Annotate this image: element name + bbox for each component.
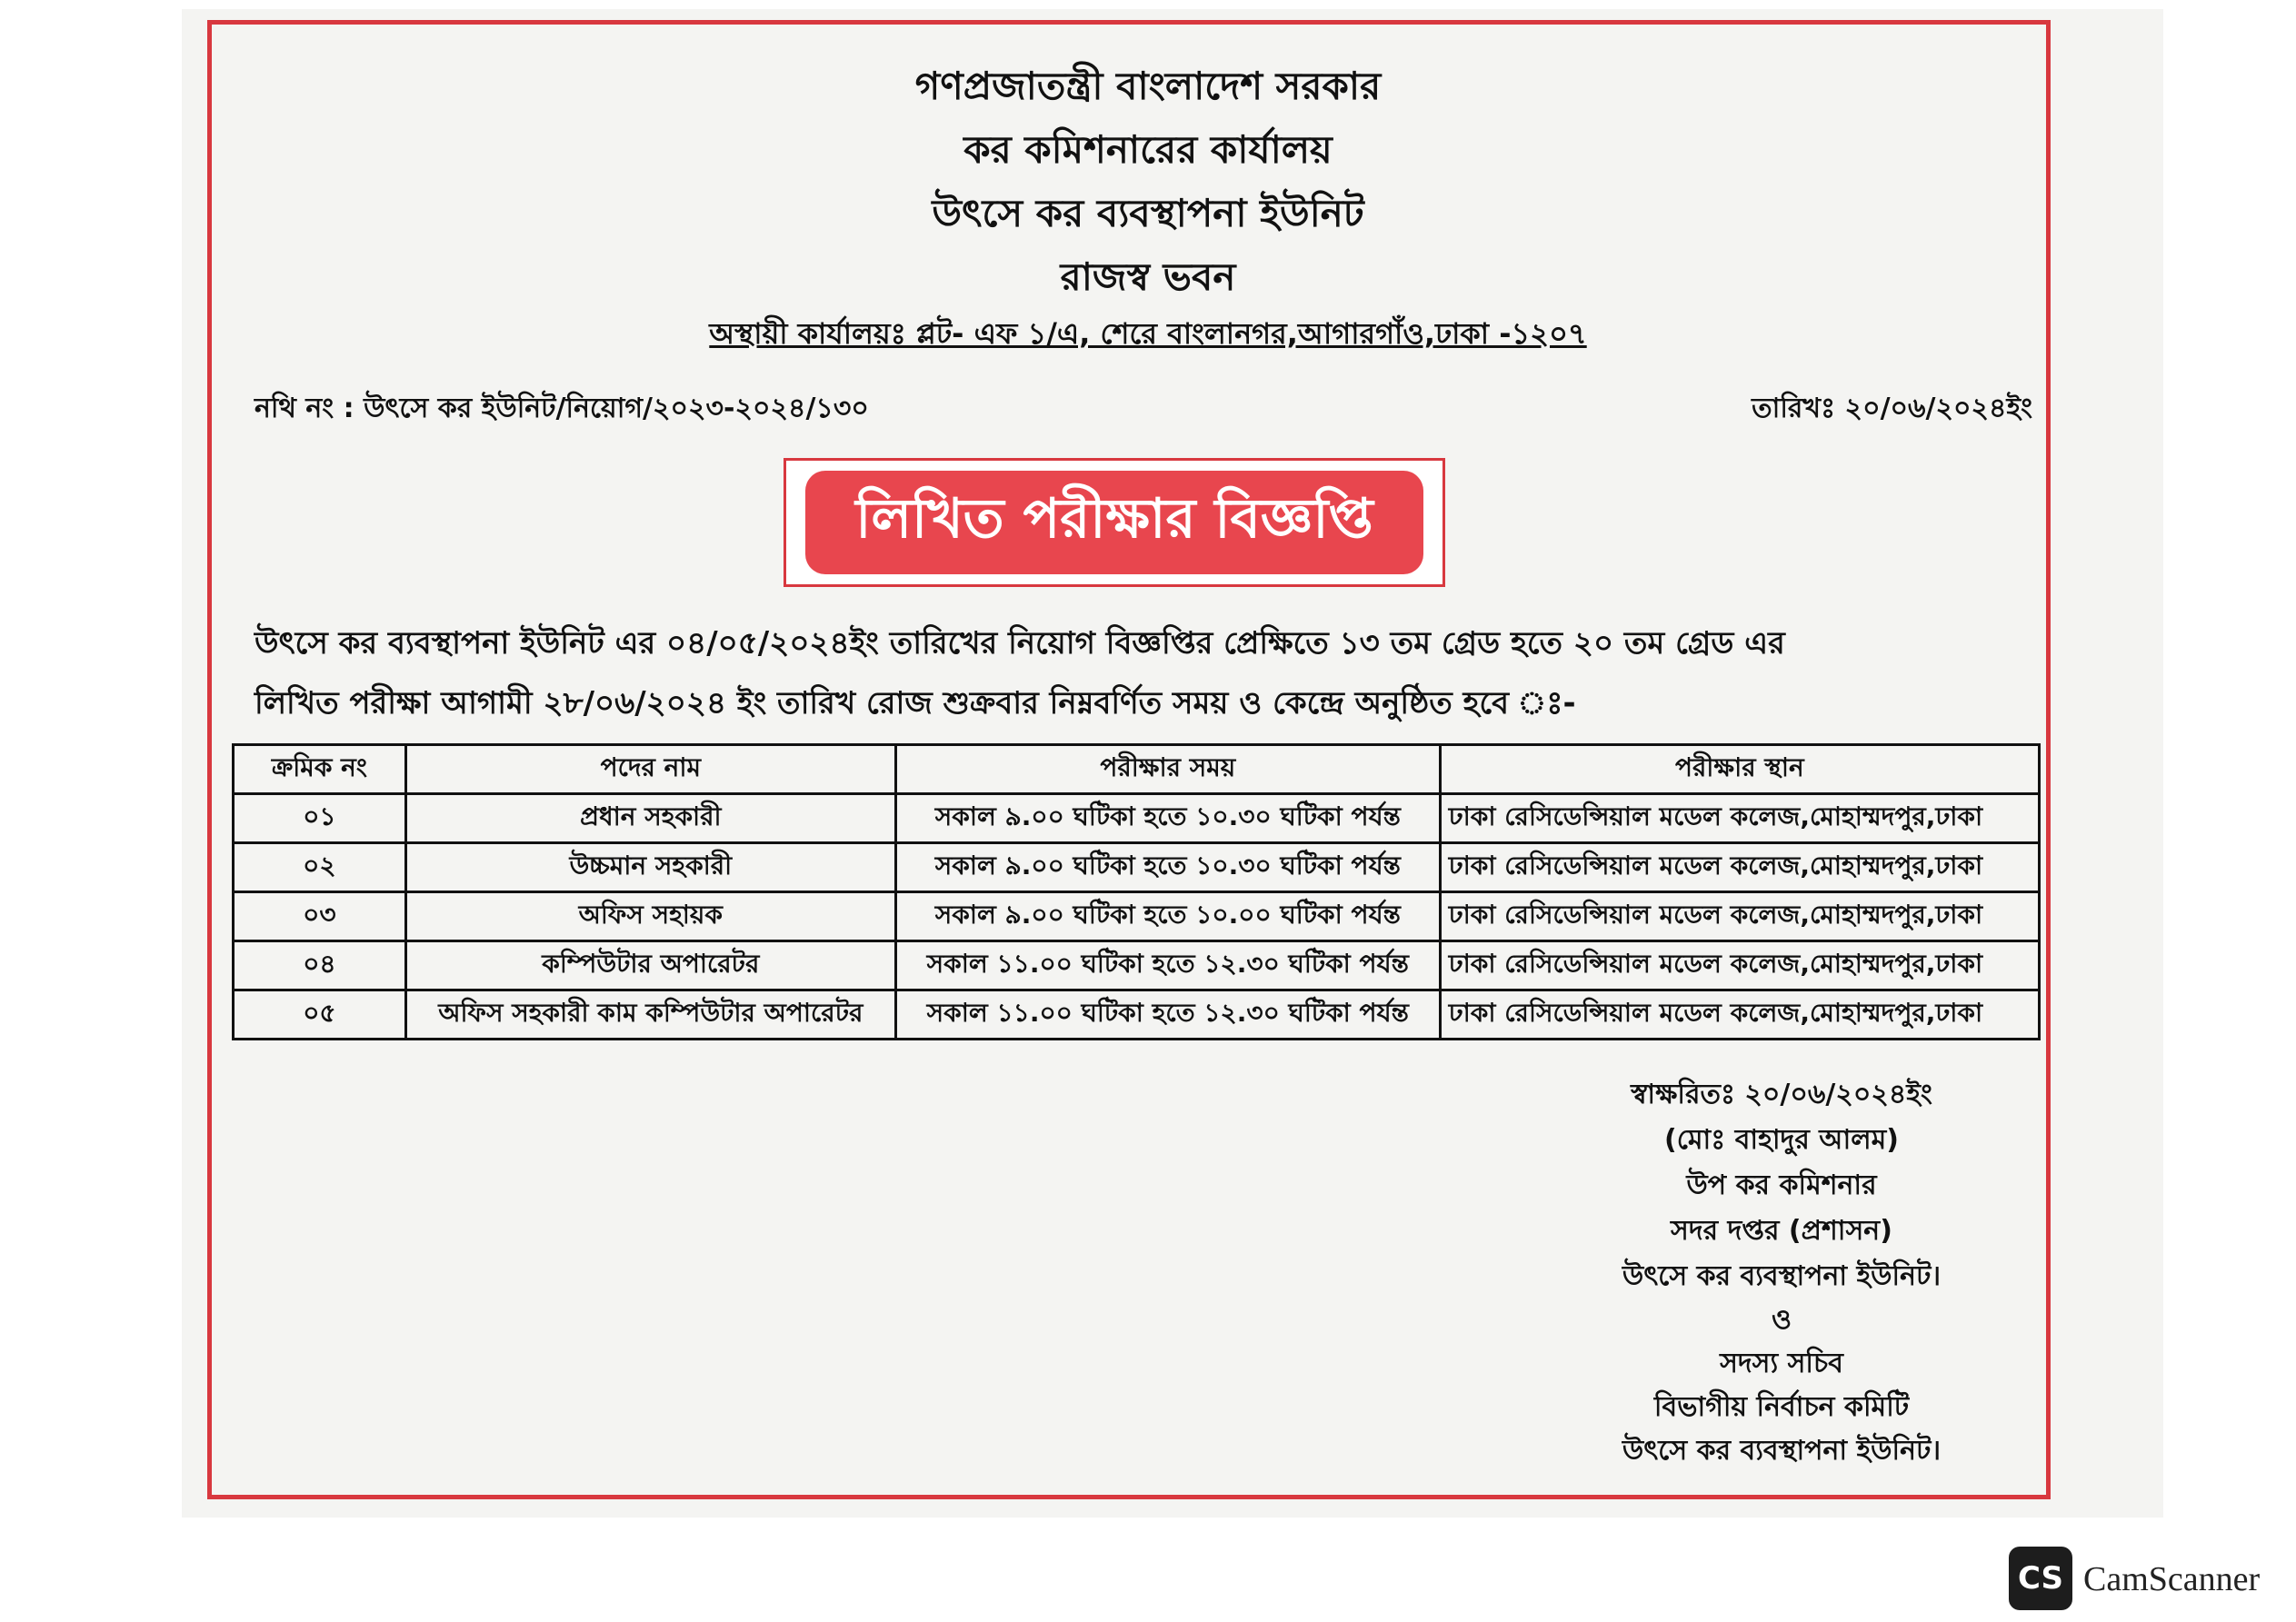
signatory-designation: উপ কর কমিশনার [1686, 1169, 1877, 1201]
signatory-committee: বিভাগীয় নির্বাচন কমিটি [1653, 1391, 1910, 1423]
table-row [234, 941, 2040, 990]
office-title: কর কমিশনারের কার্যালয় [963, 127, 1333, 172]
time-cell: সকাল ৯.০০ ঘটিকা হতে ১০.৩০ ঘটিকা পর্যন্ত [895, 794, 1440, 843]
col-header-post: পদের নাম [405, 745, 895, 794]
col-header-venue: পরীক্ষার স্থান [1440, 745, 2039, 794]
col-header-time: পরীক্ষার সময় [895, 745, 1440, 794]
post-cell: উচ্চমান সহকারী [405, 843, 895, 892]
venue-cell: ঢাকা রেসিডেন্সিয়াল মডেল কলেজ,মোহাম্মদপুর,ঢাকা [1440, 843, 2039, 892]
table-row [234, 990, 2040, 1040]
table-row [234, 843, 2040, 892]
venue-cell: ঢাকা রেসিডেন্সিয়াল মডেল কলেজ,মোহাম্মদপুর,ঢাকা [1440, 941, 2039, 990]
serial-cell: ০১ [234, 794, 406, 843]
col-header-serial: ক্রমিক নং [234, 745, 406, 794]
notice-date: তারিখঃ ২০/০৬/২০২৪ইং [1752, 393, 2032, 424]
post-cell: কম্পিউটার অপারেটর [405, 941, 895, 990]
serial-cell: ০৪ [234, 941, 406, 990]
signatory-office: সদর দপ্তর (প্রশাসন) [1671, 1215, 1892, 1247]
post-cell: অফিস সহকারী কাম কম্পিউটার অপারেটর [405, 990, 895, 1040]
post-cell: অফিস সহায়ক [405, 892, 895, 941]
signed-date: স্বাক্ষরিতঃ ২০/০৬/২০২৪ইং [1631, 1079, 1932, 1110]
memo-number: নথি নং : উৎসে কর ইউনিট/নিয়োগ/২০২৩-২০২৪/১৩০ [255, 393, 869, 424]
signatory-name: (মোঃ বাহাদুর আলম) [1664, 1124, 1899, 1156]
exam-schedule-table [232, 743, 2041, 1040]
serial-cell: ০৫ [234, 990, 406, 1040]
body-line-2: লিখিত পরীক্ষা আগামী ২৮/০৬/২০২৪ ইং তারিখ রোজ শুক্রবার নিম্নবর্ণিত সময় ও কেন্দ্রে অনুষ্ঠিত হবে ঃ- [255, 685, 1576, 721]
table-row [234, 794, 2040, 843]
time-cell: সকাল ১১.০০ ঘটিকা হতে ১২.৩০ ঘটিকা পর্যন্ত [895, 941, 1440, 990]
post-cell: প্রধান সহকারী [405, 794, 895, 843]
conjunction-and: ও [1771, 1304, 1792, 1336]
serial-cell: ০২ [234, 843, 406, 892]
table-row [234, 892, 2040, 941]
venue-cell: ঢাকা রেসিডেন্সিয়াল মডেল কলেজ,মোহাম্মদপুর,ঢাকা [1440, 990, 2039, 1040]
camscanner-logo-icon: CS [2009, 1547, 2072, 1610]
venue-cell: ঢাকা রেসিডেন্সিয়াল মডেল কলেজ,মোহাম্মদপুর,ঢাকা [1440, 892, 2039, 941]
building-title: রাজস্ব ভবন [1060, 254, 1236, 299]
signatory-unit: উৎসে কর ব্যবস্থাপনা ইউনিট। [1622, 1260, 1942, 1292]
body-line-1: উৎসে কর ব্যবস্থাপনা ইউনিট এর ০৪/০৫/২০২৪ইং তারিখের নিয়োগ বিজ্ঞপ্তির প্রেক্ষিতে ১৩ তম গ্রেড হতে ২০ তম গ্রেড এর [255, 625, 1785, 662]
office-address: অস্থায়ী কার্যালয়ঃ প্লট- এফ ১/এ, শেরে বাংলানগর,আগারগাঁও,ঢাকা -১২০৭ [709, 316, 1587, 351]
signatory-unit-2: উৎসে কর ব্যবস্থাপনা ইউনিট। [1622, 1435, 1942, 1467]
unit-title: উৎসে কর ব্যবস্থাপনা ইউনিট [932, 191, 1364, 235]
govt-title: গণপ্রজাতন্ত্রী বাংলাদেশ সরকার [914, 64, 1382, 108]
notice-banner: লিখিত পরীক্ষার বিজ্ঞপ্তি [805, 471, 1423, 574]
signatory-role-2: সদস্য সচিব [1720, 1348, 1843, 1379]
table-header-row [234, 745, 2040, 794]
time-cell: সকাল ১১.০০ ঘটিকা হতে ১২.৩০ ঘটিকা পর্যন্ত [895, 990, 1440, 1040]
serial-cell: ০৩ [234, 892, 406, 941]
venue-cell: ঢাকা রেসিডেন্সিয়াল মডেল কলেজ,মোহাম্মদপুর,ঢাকা [1440, 794, 2039, 843]
time-cell: সকাল ৯.০০ ঘটিকা হতে ১০.০০ ঘটিকা পর্যন্ত [895, 892, 1440, 941]
camscanner-watermark: CamScanner [2083, 1560, 2261, 1598]
time-cell: সকাল ৯.০০ ঘটিকা হতে ১০.৩০ ঘটিকা পর্যন্ত [895, 843, 1440, 892]
